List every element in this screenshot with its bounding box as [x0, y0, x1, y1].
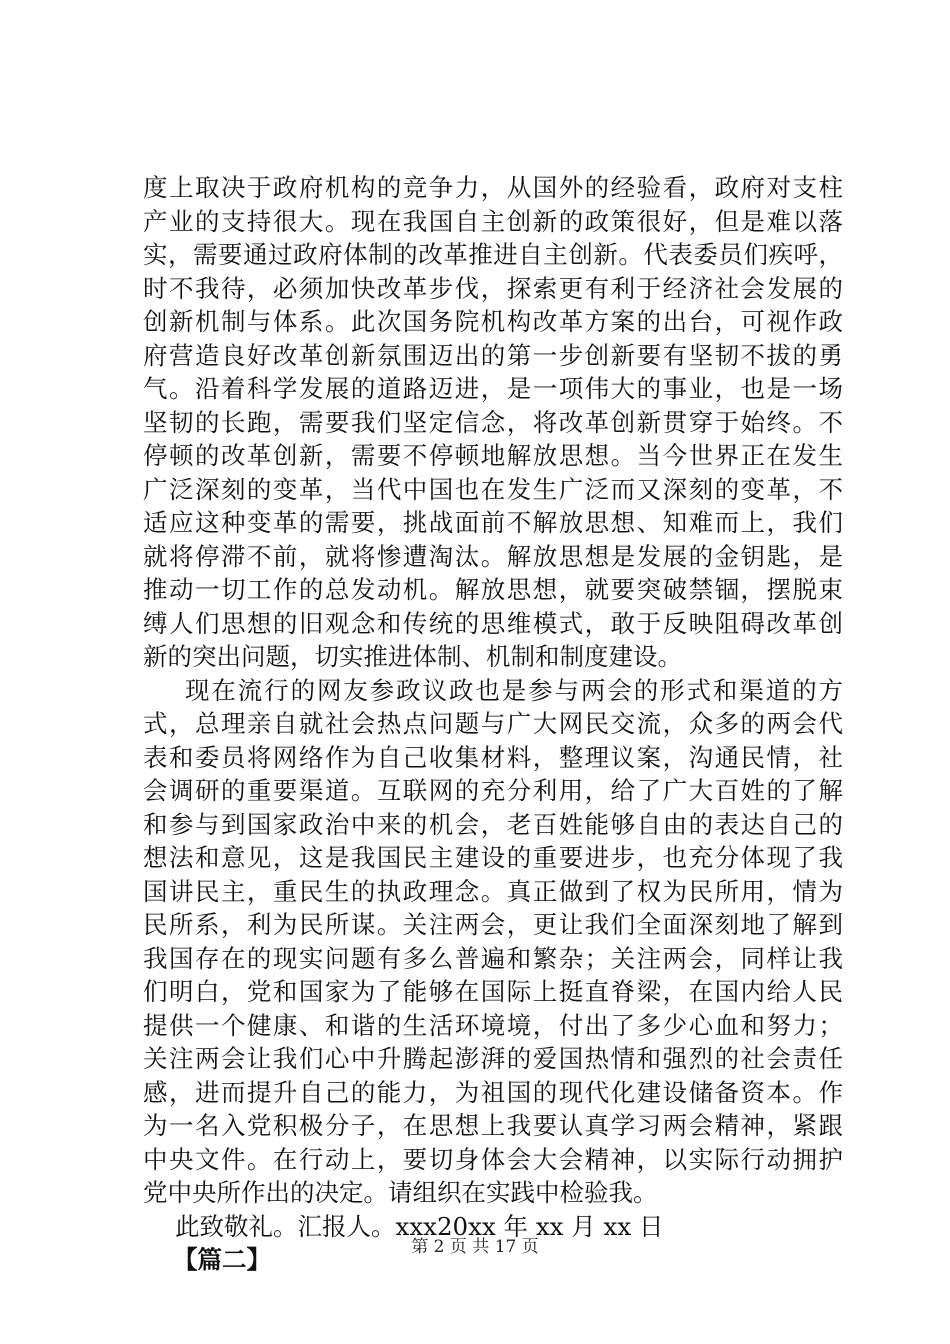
paragraph-line: 创新机制与体系。此次国务院机构改革方案的出台，可视作政: [143, 307, 843, 336]
closing-signature: 此致敬礼。汇报人。xxx20xx 年 xx 月 xx 日: [175, 1211, 664, 1241]
paragraph-line: 为一名入党积极分子，在思想上我要认真学习两会精神，紧跟: [143, 1111, 843, 1140]
paragraph-line: 感，进而提升自己的能力，为祖国的现代化建设储备资本。作: [143, 1077, 843, 1107]
paragraph-line: 气。沿着科学发展的道路迈进，是一项伟大的事业，也是一场: [143, 374, 843, 403]
paragraph-line: 府营造良好改革创新氛围迈出的第一步创新要有坚韧不拔的勇: [143, 340, 843, 370]
paragraph-line: 缚人们思想的旧观念和传统的思维模式，敢于反映阻碍改革创: [143, 608, 843, 638]
paragraph-line: 式，总理亲自就社会热点问题与广大网民交流，众多的两会代: [143, 709, 843, 738]
paragraph-line: 产业的支持很大。现在我国自主创新的政策很好，但是难以落: [143, 206, 843, 236]
paragraph-line: 表和委员将网络作为自己收集材料，整理议案，沟通民情，社: [143, 742, 843, 772]
page-number-footer: 第 2 页 共 17 页: [411, 1237, 539, 1257]
paragraph-line: 会调研的重要渠道。互联网的充分利用，给了广大百姓的了解: [143, 776, 843, 805]
paragraph-line: 停顿的改革创新，需要不停顿地解放思想。当今世界正在发生: [143, 441, 843, 470]
paragraph-line: 推动一切工作的总发动机。解放思想，就要突破禁锢，摆脱束: [143, 575, 843, 604]
paragraph-line: 关注两会让我们心中升腾起澎湃的爱国热情和强烈的社会责任: [143, 1044, 843, 1073]
paragraph-line: 想法和意见，这是我国民主建设的重要进步，也充分体现了我: [143, 843, 843, 872]
paragraph-line: 中央文件。在行动上，要切身体会大会精神，以实际行动拥护: [143, 1144, 843, 1174]
paragraph-line: 们明白，党和国家为了能够在国际上挺直脊梁，在国内给人民: [143, 977, 843, 1006]
paragraph-line: 适应这种变革的需要，挑战面前不解放思想、知难而上，我们: [143, 508, 843, 537]
paragraph-line: 坚韧的长跑，需要我们坚定信念，将改革创新贯穿于始终。不: [143, 407, 843, 437]
paragraph-line: 和参与到国家政治中来的机会，老百姓能够自由的表达自己的: [143, 809, 843, 839]
section-heading: 【篇二】: [173, 1245, 271, 1274]
paragraph-first-line: 现在流行的网友参政议政也是参与两会的形式和渠道的方: [185, 675, 843, 705]
paragraph-line: 我国存在的现实问题有多么普遍和繁杂；关注两会，同样让我: [143, 943, 843, 973]
paragraph-line: 提供一个健康、和谐的生活环境境，付出了多少心血和努力；: [143, 1010, 843, 1040]
paragraph-line: 度上取决于政府机构的竞争力，从国外的经验看，政府对支柱: [143, 173, 843, 202]
paragraph-line: 民所系，利为民所谋。关注两会，更让我们全面深刻地了解到: [143, 910, 843, 939]
paragraph-line-end: 党中央所作出的决定。请组织在实践中检验我。: [143, 1178, 658, 1207]
paragraph-line: 就将停滞不前，就将惨遭淘汰。解放思想是发展的金钥匙，是: [143, 541, 843, 571]
paragraph-line: 时不我待，必须加快改革步伐，探索更有利于经济社会发展的: [143, 273, 843, 303]
paragraph-line: 国讲民主，重民生的执政理念。真正做到了权为民所用，情为: [143, 876, 843, 906]
document-body: [143, 171, 843, 1277]
paragraph-line-end: 新的突出问题，切实推进体制、机制和制度建设。: [143, 642, 682, 671]
paragraph-line: 广泛深刻的变革，当代中国也在发生广泛而又深刻的变革，不: [143, 474, 843, 504]
paragraph-line: 实，需要通过政府体制的改革推进自主创新。代表委员们疾呼，: [143, 240, 843, 269]
